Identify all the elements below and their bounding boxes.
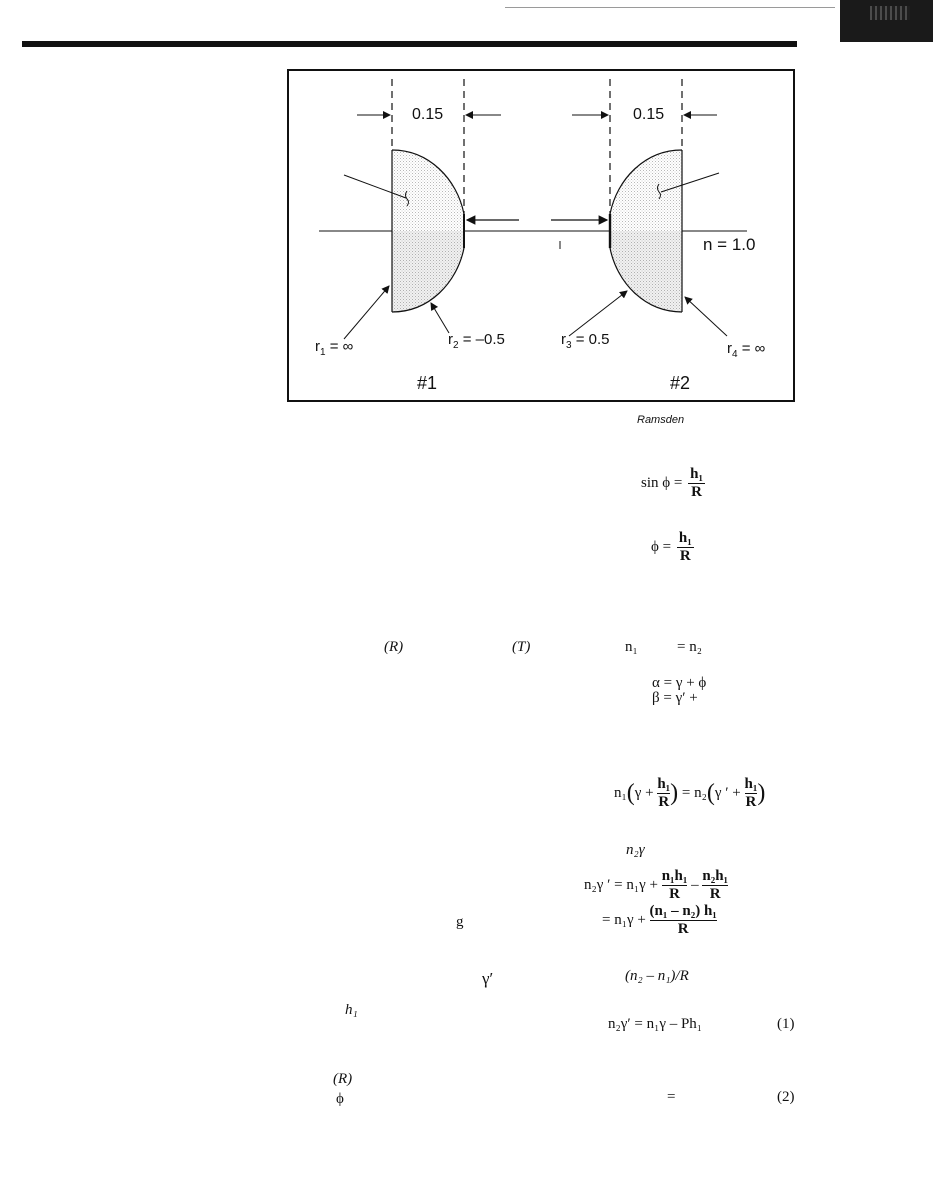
label-n2: = n₂ xyxy=(677,639,702,655)
equation-snell-paraxial: n₁(γ + $\frac{\text{h₁}}{R}$ ) = n₂(γ ′ + $\frac{\text{h₁}}{R}$ ) xyxy=(614,776,766,810)
label-bottom-phi: ϕ xyxy=(336,1091,344,1107)
label-n1: n₁ xyxy=(625,639,638,655)
radius-r2-label: $r_2 = -0.5$ xyxy=(448,331,505,351)
power-definition: (n₂ – n₁)/R xyxy=(625,968,689,984)
label-reflected: (R) xyxy=(384,639,404,655)
equation-beta: β = γ′ + xyxy=(652,690,698,706)
lens-figure xyxy=(287,69,795,402)
label-transmitted: (T) xyxy=(512,639,531,655)
page-corner-tab xyxy=(840,0,933,42)
refractive-index-label: n = 1.0 xyxy=(703,235,756,254)
label-h1: h₁ xyxy=(345,1002,358,1018)
equation-1-number: (1) xyxy=(777,1016,795,1032)
header-rule xyxy=(22,41,797,47)
equation-2-number: (2) xyxy=(777,1089,795,1105)
top-thin-rule xyxy=(505,7,835,8)
lens-1-label: #1 xyxy=(417,373,438,393)
equation-alpha: α = γ + ϕ xyxy=(652,675,707,691)
lens-2-label: #2 xyxy=(670,373,691,393)
label-n2-gamma: n₂γ xyxy=(626,842,645,858)
equation-phi: ϕ = $\frac{\text{h₁}}{R}$ xyxy=(651,530,692,564)
equation-sin-phi: sin ϕ = $\frac{\text{h₁}}{R}$ xyxy=(641,466,703,500)
lens-2 xyxy=(610,150,682,312)
label-bottom-R: (R) xyxy=(333,1071,353,1087)
radius-r1-label: $r_1$ = ∞ xyxy=(315,338,354,358)
equation-expanded: n₂γ ′ = n₁γ + $\frac{\text{n₁h₁}}{R}$ – $\frac{\text{n₂h₁}}{R}$ xyxy=(584,868,729,902)
label-gamma-prime: γ′ xyxy=(482,969,494,988)
equation-1: n₂γ′ = n₁γ – Ph₁ xyxy=(608,1016,703,1032)
lens-1 xyxy=(392,150,464,312)
figure-caption: Ramsden xyxy=(637,414,685,426)
radius-r3-label: $r_3 = 0.5$ xyxy=(561,331,610,351)
stray-letter-g: g xyxy=(456,914,464,930)
equation-2-equals: = xyxy=(667,1089,676,1105)
dimension-left: 0.15 xyxy=(412,106,444,123)
equation-combined: = n₁γ + $\frac{\text{(n₁ – n₂) h₁}}{R}$ xyxy=(602,903,717,937)
radius-r4-label: $r_4$ = ∞ xyxy=(727,340,766,360)
dimension-right: 0.15 xyxy=(633,106,665,123)
